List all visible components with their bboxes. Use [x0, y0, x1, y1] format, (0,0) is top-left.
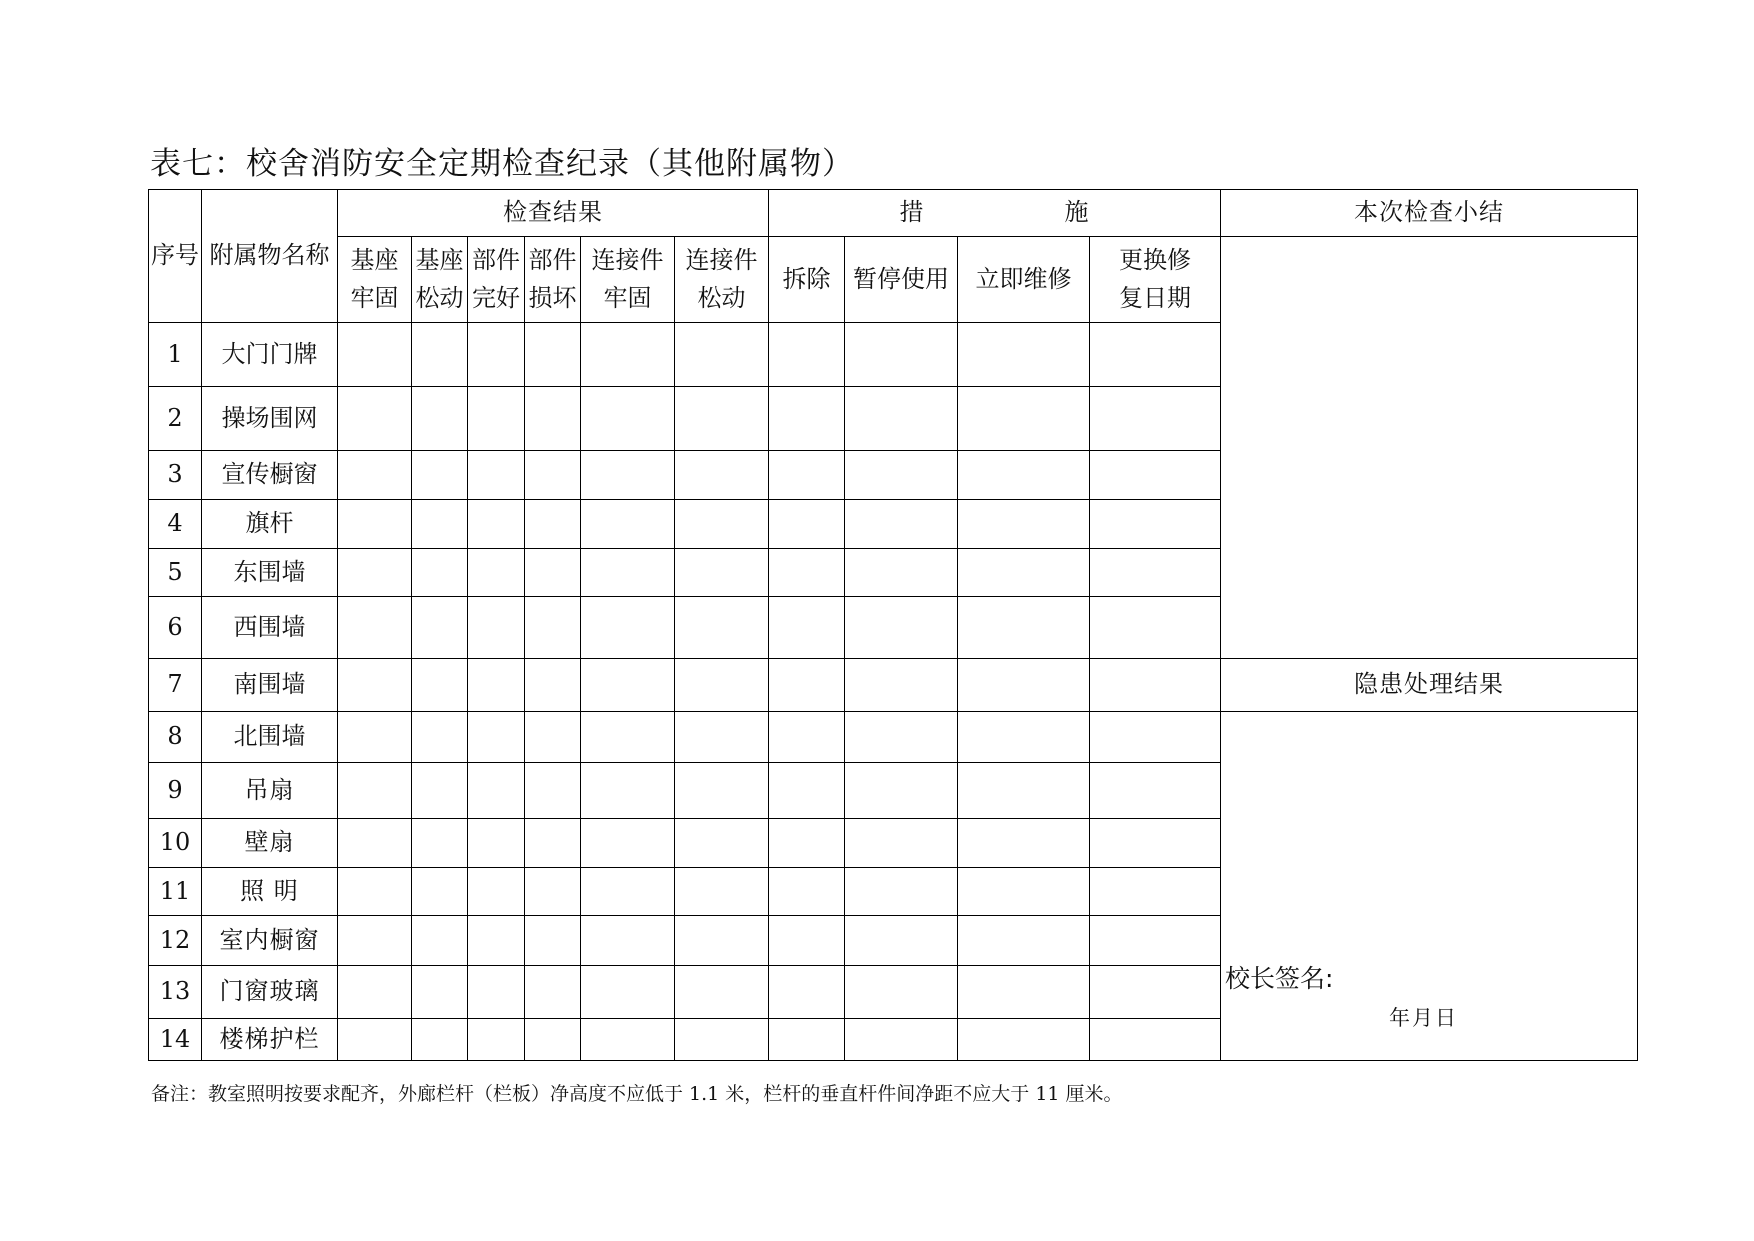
header-summary: 本次检查小结 [1221, 190, 1638, 237]
check-cell[interactable] [468, 597, 525, 659]
check-cell[interactable] [675, 451, 769, 500]
check-cell[interactable] [581, 500, 675, 549]
hazard-result-label: 隐患处理结果 [1221, 659, 1638, 712]
measure-cell[interactable] [958, 451, 1090, 500]
row-number: 1 [149, 323, 202, 387]
col-part-good: 部件 完好 [468, 237, 525, 323]
row-number: 6 [149, 597, 202, 659]
col-conn-firm: 连接件 牢固 [581, 237, 675, 323]
table-row [149, 712, 1638, 763]
measure-cell[interactable] [1090, 659, 1221, 712]
check-cell[interactable] [581, 966, 675, 1019]
check-cell[interactable] [675, 387, 769, 451]
summary-field[interactable] [1221, 237, 1638, 659]
col-conn-loose: 连接件 松动 [675, 237, 769, 323]
measure-cell[interactable] [845, 712, 958, 763]
row-number: 11 [149, 868, 202, 916]
measure-cell[interactable] [845, 868, 958, 916]
row-number: 7 [149, 659, 202, 712]
check-cell[interactable] [581, 712, 675, 763]
measure-cell[interactable] [958, 387, 1090, 451]
page-title: 表七：校舍消防安全定期检查纪录（其他附属物） [150, 146, 854, 182]
check-cell[interactable] [525, 763, 581, 819]
check-cell[interactable] [468, 819, 525, 868]
row-number: 14 [149, 1019, 202, 1061]
header-seq: 序号 [149, 190, 202, 323]
check-cell[interactable] [468, 659, 525, 712]
measure-cell[interactable] [769, 387, 845, 451]
measure-cell[interactable] [1090, 819, 1221, 868]
measure-cell[interactable] [769, 1019, 845, 1061]
measure-cell[interactable] [1090, 500, 1221, 549]
measure-cell[interactable] [1090, 868, 1221, 916]
row-item-name: 操场围网 [202, 387, 338, 451]
row-item-name: 旗杆 [202, 500, 338, 549]
check-cell[interactable] [468, 1019, 525, 1061]
check-cell[interactable] [675, 763, 769, 819]
check-cell[interactable] [412, 323, 468, 387]
measure-cell[interactable] [1090, 1019, 1221, 1061]
measure-cell[interactable] [845, 659, 958, 712]
measure-cell[interactable] [845, 763, 958, 819]
measure-cell[interactable] [769, 549, 845, 597]
measure-cell[interactable] [845, 819, 958, 868]
header-measures-char-1: 措 [899, 198, 925, 227]
header-row-2 [149, 237, 1638, 323]
row-item-name: 照 明 [202, 868, 338, 916]
measure-cell[interactable] [845, 966, 958, 1019]
row-number: 3 [149, 451, 202, 500]
header-row-1 [149, 190, 1638, 237]
check-cell[interactable] [468, 763, 525, 819]
measure-cell[interactable] [958, 549, 1090, 597]
measure-cell[interactable] [1090, 763, 1221, 819]
measure-cell[interactable] [845, 549, 958, 597]
check-cell[interactable] [468, 500, 525, 549]
check-cell[interactable] [675, 966, 769, 1019]
check-cell[interactable] [338, 597, 412, 659]
measure-cell[interactable] [769, 659, 845, 712]
hazard-result-field[interactable] [1221, 712, 1638, 1061]
signature-date-label: 年月日 [1389, 1006, 1459, 1030]
check-cell[interactable] [338, 387, 412, 451]
check-cell[interactable] [581, 763, 675, 819]
check-cell[interactable] [412, 549, 468, 597]
measure-cell[interactable] [958, 868, 1090, 916]
col-remove: 拆除 [769, 237, 845, 323]
row-number: 4 [149, 500, 202, 549]
check-cell[interactable] [468, 387, 525, 451]
check-cell[interactable] [581, 451, 675, 500]
measure-cell[interactable] [769, 916, 845, 966]
row-item-name: 北围墙 [202, 712, 338, 763]
check-cell[interactable] [525, 500, 581, 549]
col-replace-date: 更换修 复日期 [1090, 237, 1221, 323]
measure-cell[interactable] [958, 966, 1090, 1019]
row-item-name: 东围墙 [202, 549, 338, 597]
check-cell[interactable] [412, 819, 468, 868]
check-cell[interactable] [675, 916, 769, 966]
check-cell[interactable] [581, 323, 675, 387]
check-cell[interactable] [338, 323, 412, 387]
row-number: 12 [149, 916, 202, 966]
col-suspend: 暂停使用 [845, 237, 958, 323]
check-cell[interactable] [525, 712, 581, 763]
row-item-name: 吊扇 [202, 763, 338, 819]
measure-cell[interactable] [1090, 916, 1221, 966]
check-cell[interactable] [468, 966, 525, 1019]
check-cell[interactable] [338, 966, 412, 1019]
check-cell[interactable] [581, 597, 675, 659]
check-cell[interactable] [675, 659, 769, 712]
check-cell[interactable] [468, 712, 525, 763]
check-cell[interactable] [412, 868, 468, 916]
check-cell[interactable] [525, 597, 581, 659]
row-item-name: 大门门牌 [202, 323, 338, 387]
check-cell[interactable] [338, 712, 412, 763]
check-cell[interactable] [581, 387, 675, 451]
row-number: 10 [149, 819, 202, 868]
measure-cell[interactable] [958, 1019, 1090, 1061]
measure-cell[interactable] [1090, 549, 1221, 597]
check-cell[interactable] [525, 819, 581, 868]
measure-cell[interactable] [845, 597, 958, 659]
check-cell[interactable] [338, 500, 412, 549]
check-cell[interactable] [581, 916, 675, 966]
check-cell[interactable] [412, 659, 468, 712]
measure-cell[interactable] [769, 868, 845, 916]
check-cell[interactable] [675, 323, 769, 387]
measure-cell[interactable] [1090, 712, 1221, 763]
row-number: 8 [149, 712, 202, 763]
col-base-firm: 基座 牢固 [338, 237, 412, 323]
row-item-name: 门窗玻璃 [202, 966, 338, 1019]
row-number: 13 [149, 966, 202, 1019]
measure-cell[interactable] [769, 500, 845, 549]
col-base-loose: 基座 松动 [412, 237, 468, 323]
measure-cell[interactable] [958, 597, 1090, 659]
check-cell[interactable] [525, 868, 581, 916]
measure-cell[interactable] [845, 1019, 958, 1061]
measure-cell[interactable] [958, 819, 1090, 868]
measure-cell[interactable] [958, 763, 1090, 819]
check-cell[interactable] [412, 916, 468, 966]
check-cell[interactable] [468, 451, 525, 500]
header-measures-group [769, 190, 1221, 237]
row-number: 2 [149, 387, 202, 451]
measure-cell[interactable] [769, 966, 845, 1019]
header-measures-char-2: 施 [1064, 198, 1090, 227]
footnote: 备注：教室照明按要求配齐，外廊栏杆（栏板）净高度不应低于 1.1 米，栏杆的垂直杆件间净距不应大于 11 厘米。 [151, 1083, 1123, 1105]
check-cell[interactable] [525, 323, 581, 387]
check-cell[interactable] [581, 819, 675, 868]
check-cell[interactable] [525, 549, 581, 597]
measure-cell[interactable] [845, 451, 958, 500]
check-cell[interactable] [675, 819, 769, 868]
check-cell[interactable] [338, 819, 412, 868]
col-part-damaged: 部件 损坏 [525, 237, 581, 323]
check-cell[interactable] [675, 868, 769, 916]
measure-cell[interactable] [769, 712, 845, 763]
row-item-name: 室内橱窗 [202, 916, 338, 966]
check-cell[interactable] [412, 966, 468, 1019]
measure-cell[interactable] [769, 819, 845, 868]
measure-cell[interactable] [1090, 387, 1221, 451]
measure-cell[interactable] [958, 500, 1090, 549]
check-cell[interactable] [468, 549, 525, 597]
row-number: 9 [149, 763, 202, 819]
check-cell[interactable] [338, 868, 412, 916]
check-cell[interactable] [581, 659, 675, 712]
row-item-name: 南围墙 [202, 659, 338, 712]
measure-cell[interactable] [845, 916, 958, 966]
check-cell[interactable] [468, 916, 525, 966]
check-cell[interactable] [525, 659, 581, 712]
principal-signature-label: 校长签名: [1225, 964, 1334, 993]
check-cell[interactable] [675, 712, 769, 763]
measure-cell[interactable] [958, 712, 1090, 763]
measure-cell[interactable] [1090, 966, 1221, 1019]
check-cell[interactable] [338, 659, 412, 712]
table-row [149, 659, 1638, 712]
measure-cell[interactable] [1090, 451, 1221, 500]
measure-cell[interactable] [845, 500, 958, 549]
check-cell[interactable] [412, 763, 468, 819]
check-cell[interactable] [338, 763, 412, 819]
check-cell[interactable] [675, 1019, 769, 1061]
measure-cell[interactable] [958, 323, 1090, 387]
check-cell[interactable] [675, 549, 769, 597]
check-cell[interactable] [338, 549, 412, 597]
measure-cell[interactable] [845, 387, 958, 451]
header-name: 附属物名称 [202, 190, 338, 323]
check-cell[interactable] [338, 916, 412, 966]
check-cell[interactable] [338, 1019, 412, 1061]
check-cell[interactable] [468, 868, 525, 916]
measure-cell[interactable] [769, 763, 845, 819]
col-repair: 立即维修 [958, 237, 1090, 323]
row-item-name: 楼梯护栏 [202, 1019, 338, 1061]
check-cell[interactable] [675, 597, 769, 659]
measure-cell[interactable] [958, 659, 1090, 712]
row-number: 5 [149, 549, 202, 597]
check-cell[interactable] [412, 451, 468, 500]
check-cell[interactable] [525, 1019, 581, 1061]
check-cell[interactable] [412, 387, 468, 451]
measure-cell[interactable] [845, 323, 958, 387]
check-cell[interactable] [412, 1019, 468, 1061]
check-cell[interactable] [525, 916, 581, 966]
inspection-table [148, 189, 1638, 1061]
check-cell[interactable] [581, 868, 675, 916]
measure-cell[interactable] [958, 916, 1090, 966]
check-cell[interactable] [525, 966, 581, 1019]
row-item-name: 壁扇 [202, 819, 338, 868]
measure-cell[interactable] [1090, 323, 1221, 387]
measure-cell[interactable] [769, 597, 845, 659]
measure-cell[interactable] [769, 323, 845, 387]
check-cell[interactable] [412, 597, 468, 659]
check-cell[interactable] [412, 500, 468, 549]
check-cell[interactable] [525, 387, 581, 451]
header-results-group: 检查结果 [338, 190, 769, 237]
check-cell[interactable] [581, 1019, 675, 1061]
check-cell[interactable] [468, 323, 525, 387]
row-item-name: 宣传橱窗 [202, 451, 338, 500]
row-item-name: 西围墙 [202, 597, 338, 659]
check-cell[interactable] [338, 451, 412, 500]
measure-cell[interactable] [1090, 597, 1221, 659]
check-cell[interactable] [412, 712, 468, 763]
check-cell[interactable] [525, 451, 581, 500]
check-cell[interactable] [581, 549, 675, 597]
measure-cell[interactable] [769, 451, 845, 500]
check-cell[interactable] [675, 500, 769, 549]
